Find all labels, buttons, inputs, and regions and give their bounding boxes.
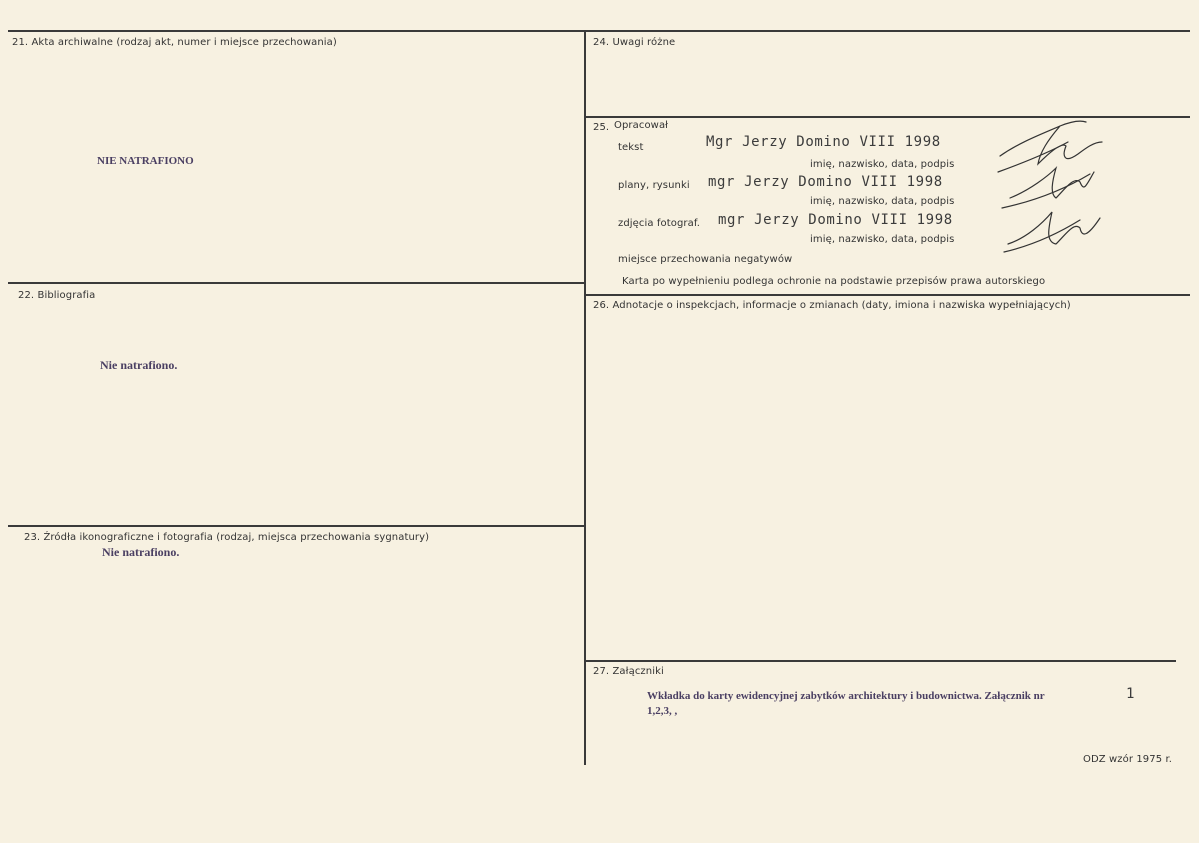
section-24-title: 24. Uwagi różne — [593, 37, 676, 48]
tekst-label: tekst — [618, 142, 644, 153]
tekst-value: Mgr Jerzy Domino VIII 1998 — [706, 134, 941, 150]
attachment-number: 1 — [1126, 686, 1136, 702]
top-rule — [8, 30, 1190, 32]
rule-25-26 — [586, 294, 1190, 296]
attachment-line-1: Wkładka do karty ewidencyjnej zabytków architektury i budownictwa. Załącznik nr — [647, 690, 1045, 702]
copyright-note: Karta po wypełnieniu podlega ochronie na podstawie przepisów prawa autorskiego — [622, 276, 1046, 287]
section-23-value: Nie natrafiono. — [102, 545, 180, 559]
tekst-caption: imię, nazwisko, data, podpis — [810, 159, 955, 170]
form-version-footer: ODZ wzór 1975 r. — [1083, 754, 1173, 765]
center-divider — [584, 30, 586, 765]
section-23-title: 23. Źródła ikonograficzne i fotografia (rodzaj, miejsca przechowania sygnatury) — [24, 532, 430, 543]
plany-label: plany, rysunki — [618, 180, 690, 191]
section-21-value: NIE NATRAFIONO — [97, 155, 194, 167]
attachment-line-2: 1,2,3, , — [647, 705, 678, 717]
zdjecia-label: zdjęcia fotograf. — [618, 218, 701, 229]
plany-caption: imię, nazwisko, data, podpis — [810, 196, 955, 207]
rule-22-23 — [8, 525, 584, 527]
section-22-value: Nie natrafiono. — [100, 358, 178, 372]
section-22-title: 22. Bibliografia — [18, 290, 96, 301]
section-26-title: 26. Adnotacje o inspekcjach, informacje o zmianach (daty, imiona i nazwiska wypełniających) — [593, 300, 1071, 311]
plany-value: mgr Jerzy Domino VIII 1998 — [708, 174, 943, 190]
section-21-title: 21. Akta archiwalne (rodzaj akt, numer i miejsce przechowania) — [12, 37, 337, 48]
signature-drawing — [990, 112, 1130, 262]
zdjecia-value: mgr Jerzy Domino VIII 1998 — [718, 212, 953, 228]
negatywy-label: miejsce przechowania negatywów — [618, 254, 793, 265]
section-25-num: 25. — [593, 122, 610, 133]
rule-21-22 — [8, 282, 584, 284]
zdjecia-caption: imię, nazwisko, data, podpis — [810, 234, 955, 245]
section-27-title: 27. Załączniki — [593, 666, 664, 677]
section-25-title: Opracował — [614, 120, 669, 131]
rule-26-27 — [586, 660, 1176, 662]
